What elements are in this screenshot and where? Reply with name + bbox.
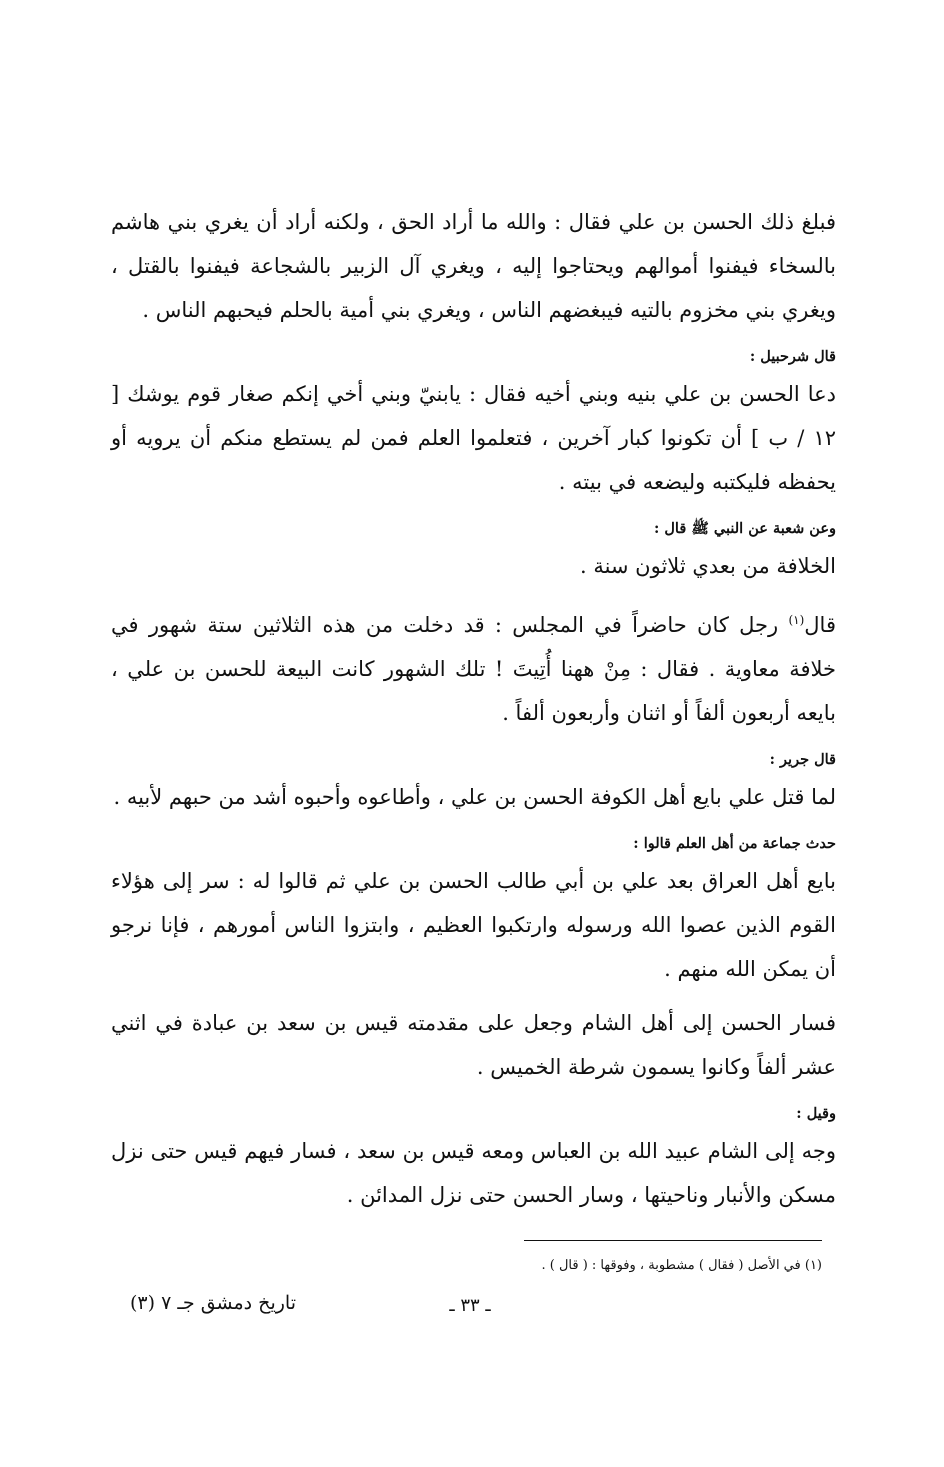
footnote-divider — [524, 1240, 822, 1241]
paragraph-with-footnote — [111, 598, 836, 735]
footnote: (١) في الأصل ( فقال ) مشطوبة ، وفوقها : ( قال ) . — [541, 1258, 822, 1273]
book-label: تاريخ دمشق جـ ٧ (٣) — [130, 1292, 296, 1314]
paragraph-start: قال — [804, 613, 836, 637]
paragraph: فسار الحسن إلى أهل الشام وجعل على مقدمته قيس بن سعد بن عبادة في اثني عشر ألفاً وكانوا يسمون شرطة الخميس . — [111, 1011, 836, 1079]
paragraph: دعا الحسن بن علي بنيه وبني أخيه فقال : يابنيّ وبني أخي إنكم صغار قوم يوشك [ ١٢ / ب ] أن تكونوا كبار آخرين ، فتعلموا العلم فمن لم يستطع منكم أن يرويه أو يحفظه فليكتبه وليضعه في بيته . — [111, 382, 836, 494]
footnote-marker: (١) — [788, 613, 805, 627]
section-heading: قال شرحبيل : — [749, 348, 836, 365]
section-heading: قال جرير : — [769, 751, 836, 768]
paragraph-rest: رجل كان حاضراً في المجلس : قد دخلت من هذه الثلاثين ستة شهور في خلافة معاوية . فقال : مِنْ ههنا أُتِيتَ ! تلك الشهور كانت البيعة للحسن بن علي ، بايعه أربعون ألفاً أو اثنان وأربعون ألفاً . — [111, 613, 836, 725]
section-heading: وعن شعبة عن النبي ﷺ قال : — [653, 520, 836, 537]
page-number: ـ ٣٣ ـ — [449, 1295, 491, 1316]
paragraph: بايع أهل العراق بعد علي بن أبي طالب الحسن بن علي ثم قالوا له : سر إلى هؤلاء القوم الذين عصوا الله ورسوله وارتكبوا العظيم ، وابتزوا الناس أمورهم ، فإنا نرجو أن يمكن الله منهم . — [111, 869, 836, 981]
paragraph: فبلغ ذلك الحسن بن علي فقال : والله ما أراد الحق ، ولكنه أراد أن يغري بني هاشم بالسخاء فيفنوا أموالهم ويحتاجوا إليه ، ويغري آل الزبير بالشجاعة فيفنوا بالقتل ، ويغري بني مخزوم بالتيه فيبغضهم الناس ، ويغري بني أمية بالحلم فيحبهم الناس . — [111, 210, 836, 322]
body-text — [111, 200, 836, 1227]
paragraph: وجه إلى الشام عبيد الله بن العباس ومعه قيس بن سعد ، فسار فيهم قيس حتى نزل مسكن والأنبار وناحيتها ، وسار الحسن حتى نزل المدائن . — [111, 1139, 836, 1207]
section-heading: حدث جماعة من أهل العلم قالوا : — [633, 835, 836, 852]
paragraph: لما قتل علي بايع أهل الكوفة الحسن بن علي ، وأطاعوه وأحبوه أشد من حبهم لأبيه . — [113, 785, 836, 809]
section-heading: وقيل : — [796, 1105, 836, 1122]
paragraph: الخلافة من بعدي ثلاثون سنة . — [579, 554, 836, 578]
